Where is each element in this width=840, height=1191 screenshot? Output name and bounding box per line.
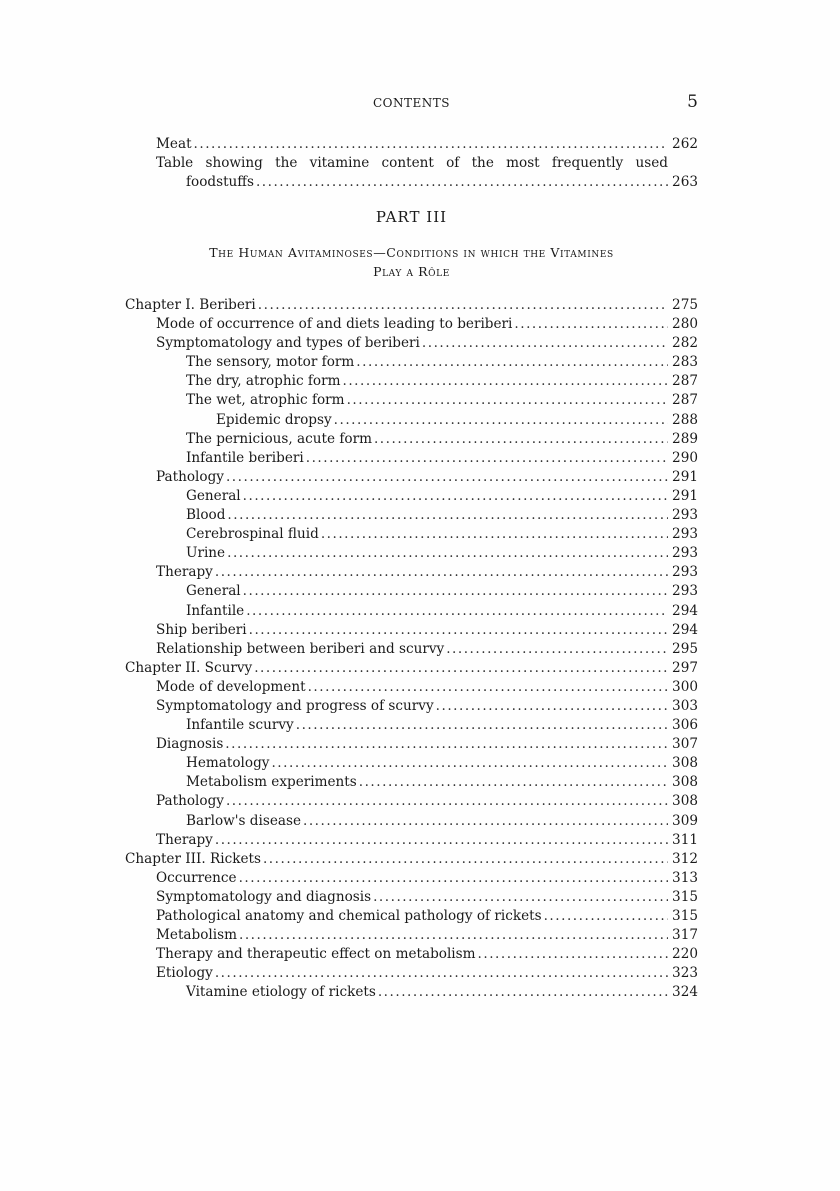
toc-entry-title: Infantile beriberi — [186, 449, 304, 466]
toc-entry-title: Blood — [186, 507, 226, 524]
toc-entry[interactable] — [125, 754, 698, 773]
toc-entry-page: 315 — [672, 908, 698, 924]
page-number: 5 — [687, 92, 698, 112]
toc-chapter[interactable] — [125, 296, 698, 315]
page-header — [125, 92, 698, 114]
toc-entry-title: Pathology — [156, 468, 224, 485]
toc-entry[interactable] — [125, 773, 698, 792]
leader-dots — [378, 983, 668, 1002]
toc-entry-page: 291 — [672, 468, 698, 485]
toc-chapter[interactable] — [125, 850, 698, 869]
part-subtitle-line2: Play a Rôle — [373, 264, 450, 279]
leader-dots — [246, 602, 668, 621]
leader-dots — [215, 964, 668, 983]
leader-dots — [478, 945, 669, 964]
leader-dots — [254, 659, 668, 678]
toc-entry-title: Pathology — [156, 793, 224, 810]
part-heading: PART III — [375, 208, 448, 226]
toc-entry-title: Ship beriberi — [156, 621, 247, 638]
toc-entry-title: Symptomatology and diagnosis — [156, 888, 372, 905]
leader-dots — [359, 773, 668, 792]
leader-dots — [258, 296, 668, 315]
toc-entry-title: Chapter II. Scurvy — [125, 659, 253, 676]
toc-entry-page: 262 — [672, 136, 698, 152]
toc-entry[interactable] — [125, 449, 698, 468]
leader-dots — [446, 640, 668, 659]
toc-entry[interactable] — [125, 697, 698, 716]
toc-entry[interactable] — [125, 372, 698, 391]
leader-dots — [215, 563, 668, 582]
leader-dots — [356, 353, 668, 372]
leader-dots — [373, 888, 668, 907]
toc-entry[interactable] — [125, 869, 698, 888]
toc-entry-title: Relationship between beriberi and scurvy — [156, 640, 445, 657]
toc-entry-page: 293 — [672, 526, 698, 543]
toc-entry-page: 309 — [672, 812, 698, 829]
leader-dots — [263, 850, 668, 869]
leader-dots — [226, 792, 668, 811]
leader-dots — [243, 487, 668, 506]
toc-entry-title: Occurrence — [156, 869, 237, 886]
toc-entry-page: 293 — [672, 545, 698, 562]
toc-entry-page: 289 — [672, 430, 698, 447]
toc-entry-title: Urine — [186, 545, 226, 562]
toc-entry-title-line2: foodstuffs — [186, 174, 254, 191]
leader-dots — [239, 869, 668, 888]
leader-dots — [225, 735, 668, 754]
toc-entry[interactable] — [125, 831, 698, 850]
toc-entry[interactable] — [125, 812, 698, 831]
toc-entry[interactable] — [125, 563, 698, 582]
toc-entry[interactable] — [125, 964, 698, 983]
toc-entry[interactable] — [125, 525, 698, 544]
toc-entry-page: 280 — [672, 316, 698, 333]
toc-entry-page: 220 — [672, 946, 698, 963]
toc-entry[interactable] — [125, 487, 698, 506]
toc-entry-title: Meat — [156, 136, 192, 152]
toc-entry-page: 307 — [672, 736, 698, 753]
part-subtitle-line1: The Human Avitaminoses—Conditions in which the Vitamines — [209, 245, 614, 260]
toc-entry-title: Pathological anatomy and chemical pathology of rickets — [156, 908, 542, 924]
toc-entry-title: Symptomatology and types of beriberi — [156, 335, 420, 352]
leader-dots — [422, 334, 668, 353]
leader-dots — [308, 678, 668, 697]
leader-dots — [436, 697, 668, 716]
toc-entry-page: 291 — [672, 487, 698, 504]
toc-entry-title: Mode of occurrence of and diets leading to beriberi — [156, 316, 513, 333]
toc-entry-title: The pernicious, acute form — [186, 430, 372, 447]
toc-entry-page: 324 — [672, 984, 698, 1001]
toc-entry[interactable] — [125, 792, 698, 811]
toc-entry-title: General — [186, 487, 241, 504]
toc-entry[interactable] — [125, 735, 698, 754]
leader-dots — [296, 716, 668, 735]
toc-entry[interactable] — [125, 621, 698, 640]
toc-entry[interactable] — [125, 678, 698, 697]
toc-entry[interactable] — [125, 391, 698, 410]
toc-entry[interactable] — [125, 506, 698, 525]
toc-entry[interactable] — [125, 468, 698, 487]
toc-entry-title: General — [186, 583, 241, 600]
toc-entry-wrapped[interactable] — [125, 154, 698, 173]
leader-dots — [544, 907, 668, 926]
toc-entry-title: The sensory, motor form — [186, 354, 355, 371]
toc-entry[interactable] — [125, 135, 698, 154]
toc-entry-page: 303 — [672, 697, 698, 714]
toc-entry[interactable] — [125, 315, 698, 334]
toc-entry-title-line1: Table showing the vitamine content of the most frequently used — [156, 155, 668, 172]
toc-entry-page: 287 — [672, 392, 698, 409]
leader-dots — [227, 506, 668, 525]
toc-entry[interactable] — [125, 888, 698, 907]
toc-entry[interactable] — [125, 430, 698, 449]
leader-dots — [239, 926, 668, 945]
toc-entry-page: 308 — [672, 793, 698, 810]
leader-dots — [226, 468, 668, 487]
toc-entry-title: Therapy — [156, 564, 213, 581]
toc-entry-page: 288 — [672, 411, 698, 428]
toc-entry-page: 282 — [672, 335, 698, 352]
toc-entry-page: 294 — [672, 602, 698, 619]
leader-dots — [194, 135, 669, 154]
leader-dots — [215, 831, 668, 850]
leader-dots — [514, 315, 668, 334]
toc-entry-title: The wet, atrophic form — [186, 392, 345, 409]
toc-entry-page: 306 — [672, 717, 698, 734]
toc-entry-title: Hematology — [186, 755, 270, 772]
toc-entry[interactable] — [125, 582, 698, 601]
toc-entry-page: 308 — [672, 774, 698, 791]
leader-dots — [271, 754, 668, 773]
toc-entry-page: 311 — [672, 831, 698, 848]
toc-entry-page: 290 — [672, 449, 698, 466]
toc-chapter[interactable] — [125, 659, 698, 678]
toc-entry-page: 263 — [672, 174, 698, 191]
toc-entry-title: Chapter III. Rickets — [125, 850, 261, 867]
toc-entry-page: 287 — [672, 373, 698, 390]
leader-dots — [321, 525, 668, 544]
toc-entry-title: Therapy and therapeutic effect on metabolism — [156, 946, 476, 963]
toc-entry-continuation[interactable] — [125, 173, 698, 192]
toc-entry-page: 308 — [672, 755, 698, 772]
toc-entry-title: The dry, atrophic form — [186, 373, 341, 390]
toc-entry-page: 293 — [672, 564, 698, 581]
leader-dots — [306, 449, 668, 468]
toc-entry-title: Metabolism experiments — [186, 774, 357, 791]
toc-entry-title: Etiology — [156, 965, 213, 982]
toc-entry-page: 315 — [672, 888, 698, 905]
toc-entry-title: Therapy — [156, 831, 213, 848]
toc-entry-page: 317 — [672, 927, 698, 944]
toc-entry-page: 295 — [672, 640, 698, 657]
toc-entry-title: Barlow's disease — [186, 812, 301, 829]
toc-entry-title: Epidemic dropsy — [216, 411, 332, 428]
toc-entry-title: Chapter I. Beriberi — [125, 297, 256, 313]
toc-entry-title: Diagnosis — [156, 736, 224, 753]
leader-dots — [256, 173, 668, 192]
toc-entry[interactable] — [125, 353, 698, 372]
toc-entry[interactable] — [125, 602, 698, 621]
toc-entry-page: 283 — [672, 354, 698, 371]
leader-dots — [334, 411, 668, 430]
toc-entry[interactable] — [125, 544, 698, 563]
toc-entry-page: 275 — [672, 297, 698, 313]
toc-entry-page: 312 — [672, 850, 698, 867]
toc-entry[interactable] — [125, 716, 698, 735]
leader-dots — [343, 372, 669, 391]
toc-entry-title: Vitamine etiology of rickets — [186, 984, 376, 1001]
toc-entry-title: Metabolism — [156, 927, 237, 944]
toc-entry-title: Cerebrospinal fluid — [186, 526, 319, 543]
leader-dots — [243, 582, 668, 601]
toc-entry-page: 294 — [672, 621, 698, 638]
running-head: CONTENTS — [372, 96, 450, 110]
toc-entry[interactable] — [125, 983, 698, 1002]
toc-entry[interactable] — [125, 926, 698, 945]
toc-entry-page: 313 — [672, 869, 698, 886]
toc-entry-page: 300 — [672, 678, 698, 695]
toc-continued-section — [125, 135, 698, 192]
toc-entry[interactable] — [125, 334, 698, 353]
table-of-contents — [125, 296, 698, 1002]
toc-entry-page: 293 — [672, 507, 698, 524]
toc-entry-title: Symptomatology and progress of scurvy — [156, 697, 434, 714]
toc-entry[interactable] — [125, 945, 698, 964]
toc-entry-title: Mode of development — [156, 678, 306, 695]
toc-entry[interactable] — [125, 640, 698, 659]
leader-dots — [374, 430, 668, 449]
toc-entry-page: 297 — [672, 659, 698, 676]
leader-dots — [347, 391, 668, 410]
toc-entry-title: Infantile — [186, 602, 245, 619]
toc-entry-page: 323 — [672, 965, 698, 982]
leader-dots — [249, 621, 668, 640]
toc-entry[interactable] — [125, 907, 698, 926]
toc-entry-title: Infantile scurvy — [186, 717, 294, 734]
toc-entry-page: 293 — [672, 583, 698, 600]
leader-dots — [303, 812, 668, 831]
toc-entry[interactable] — [125, 411, 698, 430]
leader-dots — [227, 544, 668, 563]
